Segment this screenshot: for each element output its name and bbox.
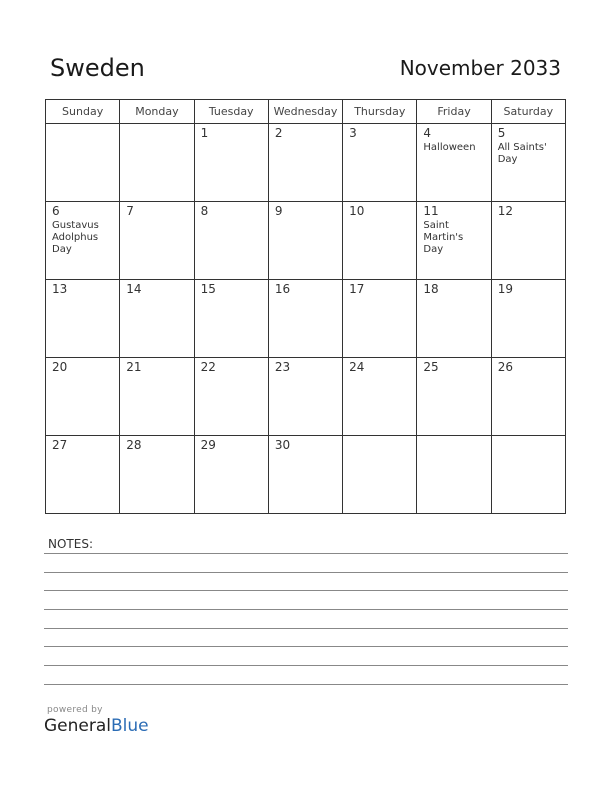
holiday-label: Halloween xyxy=(423,142,476,153)
day-number: 18 xyxy=(423,282,439,296)
day-number: 2 xyxy=(274,126,283,140)
weekday-header: Saturday xyxy=(491,100,565,124)
day-cell xyxy=(46,124,120,202)
day-number: 29 xyxy=(200,438,216,452)
notes-label: NOTES: xyxy=(48,537,93,551)
day-cell xyxy=(491,280,565,358)
day-number: 3 xyxy=(349,126,357,140)
day-number: 13 xyxy=(52,282,68,296)
day-cell xyxy=(417,280,491,358)
day-cell xyxy=(417,436,491,514)
day-number: 28 xyxy=(126,438,142,452)
weekday-header: Sunday xyxy=(46,100,120,124)
day-number: 14 xyxy=(126,282,142,296)
day-number: 23 xyxy=(274,360,291,374)
day-number: 19 xyxy=(497,282,513,296)
day-number: 8 xyxy=(200,204,209,218)
weekday-header: Monday xyxy=(120,100,194,124)
weekday-header: Thursday xyxy=(343,100,417,124)
country-title: Sweden xyxy=(50,54,145,82)
day-cell xyxy=(343,202,417,280)
week-row xyxy=(46,202,566,280)
note-line xyxy=(44,609,568,610)
day-cell xyxy=(120,436,194,514)
day-cell xyxy=(120,280,194,358)
brand-blue: Blue xyxy=(111,716,149,736)
day-cell xyxy=(194,436,268,514)
day-cell xyxy=(46,436,120,514)
day-cell xyxy=(491,202,565,280)
day-cell xyxy=(46,202,120,280)
day-number: 1 xyxy=(200,126,209,140)
day-number: 25 xyxy=(423,360,439,374)
week-row xyxy=(46,358,566,436)
day-cell xyxy=(46,358,120,436)
day-number: 5 xyxy=(497,126,506,140)
day-cell xyxy=(194,358,268,436)
holiday-label: All Saints' Day xyxy=(497,142,547,165)
note-line xyxy=(44,553,568,554)
weekday-header: Wednesday xyxy=(268,100,342,124)
day-number: 17 xyxy=(349,282,365,296)
day-cell xyxy=(417,358,491,436)
day-cell xyxy=(417,202,491,280)
note-line xyxy=(44,628,568,629)
weekday-header: Friday xyxy=(417,100,491,124)
week-row xyxy=(46,436,566,514)
day-number: 21 xyxy=(126,360,142,374)
month-year-title: November 2033 xyxy=(399,56,561,80)
day-cell xyxy=(268,436,342,514)
note-line xyxy=(44,590,568,591)
brand-logo[interactable] xyxy=(44,716,149,736)
day-cell xyxy=(491,436,565,514)
day-cell xyxy=(491,124,565,202)
weekday-header: Tuesday xyxy=(194,100,268,124)
day-cell xyxy=(343,280,417,358)
day-cell xyxy=(491,358,565,436)
brand-general: General xyxy=(44,716,111,736)
day-number: 11 xyxy=(423,204,439,218)
day-cell xyxy=(194,280,268,358)
day-number: 6 xyxy=(52,204,60,218)
week-row xyxy=(46,280,566,358)
day-number: 26 xyxy=(497,360,513,374)
day-cell xyxy=(343,436,417,514)
holiday-label: Saint Martin's Day xyxy=(423,220,464,255)
day-number: 24 xyxy=(349,360,365,374)
day-cell xyxy=(46,280,120,358)
day-cell xyxy=(120,124,194,202)
weekday-header-row xyxy=(46,100,566,124)
holiday-label: Gustavus Adolphus Day xyxy=(52,220,99,255)
week-row xyxy=(46,124,566,202)
day-number: 30 xyxy=(274,438,291,452)
day-cell xyxy=(343,358,417,436)
day-number: 7 xyxy=(126,204,134,218)
note-line xyxy=(44,572,568,573)
day-cell xyxy=(268,124,342,202)
day-number: 20 xyxy=(52,360,68,374)
day-cell xyxy=(194,202,268,280)
note-line xyxy=(44,646,568,647)
day-number: 22 xyxy=(200,360,216,374)
day-cell xyxy=(194,124,268,202)
day-cell xyxy=(120,358,194,436)
day-cell xyxy=(417,124,491,202)
calendar-grid xyxy=(45,99,566,514)
day-number: 16 xyxy=(274,282,291,296)
day-number: 27 xyxy=(52,438,68,452)
day-number: 12 xyxy=(497,204,513,218)
note-line xyxy=(44,684,568,685)
note-line xyxy=(44,665,568,666)
day-number: 9 xyxy=(274,204,283,218)
day-cell xyxy=(268,202,342,280)
day-number: 10 xyxy=(349,204,365,218)
day-number: 4 xyxy=(423,126,432,140)
day-cell xyxy=(120,202,194,280)
day-cell xyxy=(268,358,342,436)
day-cell xyxy=(268,280,342,358)
powered-by-text: powered by xyxy=(47,705,103,715)
day-cell xyxy=(343,124,417,202)
day-number: 15 xyxy=(200,282,216,296)
